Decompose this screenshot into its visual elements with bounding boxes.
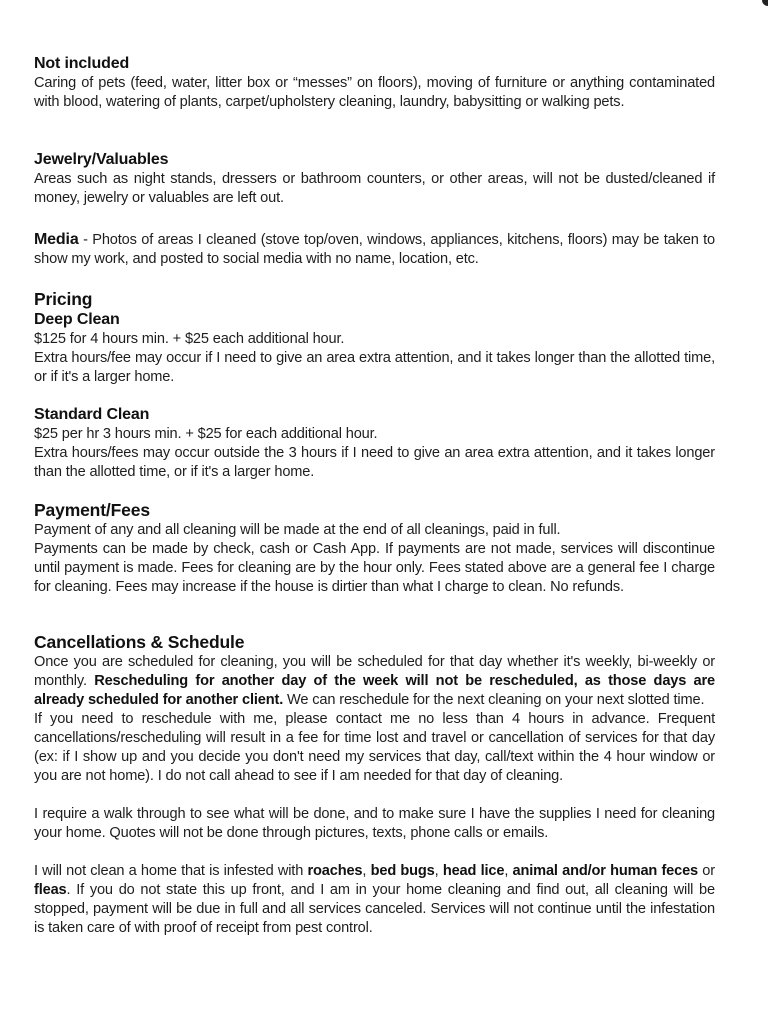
heading-media: Media (34, 231, 79, 248)
infestation-text: , (504, 863, 513, 879)
infestation-paragraph (34, 862, 715, 938)
heading-standard-clean: Standard Clean (34, 406, 150, 423)
heading-deep-clean: Deep Clean (34, 311, 120, 328)
heading-cancellations-schedule: Cancellations & Schedule (34, 632, 245, 652)
infestation-bed-bugs: bed bugs (370, 863, 435, 879)
heading-payment-fees: Payment/Fees (34, 500, 150, 520)
infestation-text: or (698, 863, 715, 879)
heading-jewelry-valuables: Jewelry/Valuables (34, 151, 169, 168)
payment-line-2: Payments can be made by check, cash or Cash App. If payments are not made, services will discontinue until payment is made. Fees for cleaning are by the hour only. Fees stated above are a general fee I charge for cleaning. Fees may increase if the house is dirtier than what I charge to clean. No refunds. (34, 541, 715, 595)
infestation-fleas: fleas (34, 882, 67, 898)
cancellations-paragraph-2: If you need to reschedule with me, please contact me no less than 4 hours in advance. Frequent cancellations/rescheduling will result in a fee for time lost and travel or cancellation of services for that day (ex: if I show up and you decide you don't need my services that day, call/text within the 4 hour window or you are not home). I do not call ahead to see if I am needed for that day of cleaning. (34, 711, 715, 784)
not-included-text: Caring of pets (feed, water, litter box or “messes” on floors), moving of furniture or anything contaminated with blood, watering of plants, carpet/upholstery cleaning, laundry, babysitting or walking pets. (34, 75, 715, 110)
section-jewelry-valuables (34, 150, 715, 208)
cancellations-text-start: Once you are scheduled for cleaning, you will be scheduled for that day whether it's weekly, bi-weekly or monthly. (34, 654, 715, 689)
infestation-text: , (434, 863, 443, 879)
heading-pricing: Pricing (34, 289, 93, 309)
section-media (34, 230, 715, 269)
media-paragraph (34, 230, 715, 269)
section-cancellations-schedule (34, 632, 715, 938)
media-text: Photos of areas I cleaned (stove top/oven, windows, appliances, kitchens, floors) may be taken to show my work, and posted to social media with no name, location, etc. (34, 232, 715, 267)
cancellations-bold-notice: Rescheduling for another day of the week will not be rescheduled, as those days are already scheduled for another client. (34, 673, 715, 708)
cancellations-paragraph-1 (34, 653, 715, 710)
section-payment-fees (34, 500, 715, 597)
infestation-text: I will not clean a home that is infested with (34, 863, 308, 879)
deep-clean-note: Extra hours/fee may occur if I need to give an area extra attention, and it takes longer than the allotted time, or if it's a larger home. (34, 350, 715, 385)
standard-clean-note: Extra hours/fees may occur outside the 3 hours if I need to give an area extra attention, and it takes longer than the allotted time, or if it's a larger home. (34, 445, 715, 480)
infestation-text: , (362, 863, 371, 879)
section-not-included (34, 54, 715, 112)
payment-line-1: Payment of any and all cleaning will be made at the end of all cleanings, paid in full. (34, 522, 561, 538)
page-corner-mark (762, 0, 768, 6)
infestation-head-lice: head lice (442, 863, 505, 879)
infestation-feces: animal and/or human feces (512, 863, 699, 879)
media-separator: - (78, 232, 93, 248)
infestation-text: . If you do not state this up front, and I am in your home cleaning and find out, all cleaning will be stopped, payment will be due in full and all services canceled. Services will not continue until the infestation is taken care of with proof of receipt from pest control. (34, 882, 715, 936)
section-pricing (34, 289, 715, 387)
cancellations-text-end: We can reschedule for the next cleaning on your next slotted time. (283, 692, 705, 708)
walkthrough-paragraph: I require a walk through to see what will be done, and to make sure I have the supplies I need for cleaning your home. Quotes will not be done through pictures, texts, phone calls or emails. (34, 806, 715, 841)
jewelry-text: Areas such as night stands, dressers or bathroom counters, or other areas, will not be dusted/cleaned if money, jewelry or valuables are left out. (34, 171, 715, 206)
deep-clean-rate: $125 for 4 hours min. + $25 each additional hour. (34, 331, 345, 347)
standard-clean-rate: $25 per hr 3 hours min. + $25 for each additional hour. (34, 426, 378, 442)
heading-not-included: Not included (34, 55, 130, 72)
infestation-roaches: roaches (307, 863, 363, 879)
section-standard-clean (34, 405, 715, 482)
